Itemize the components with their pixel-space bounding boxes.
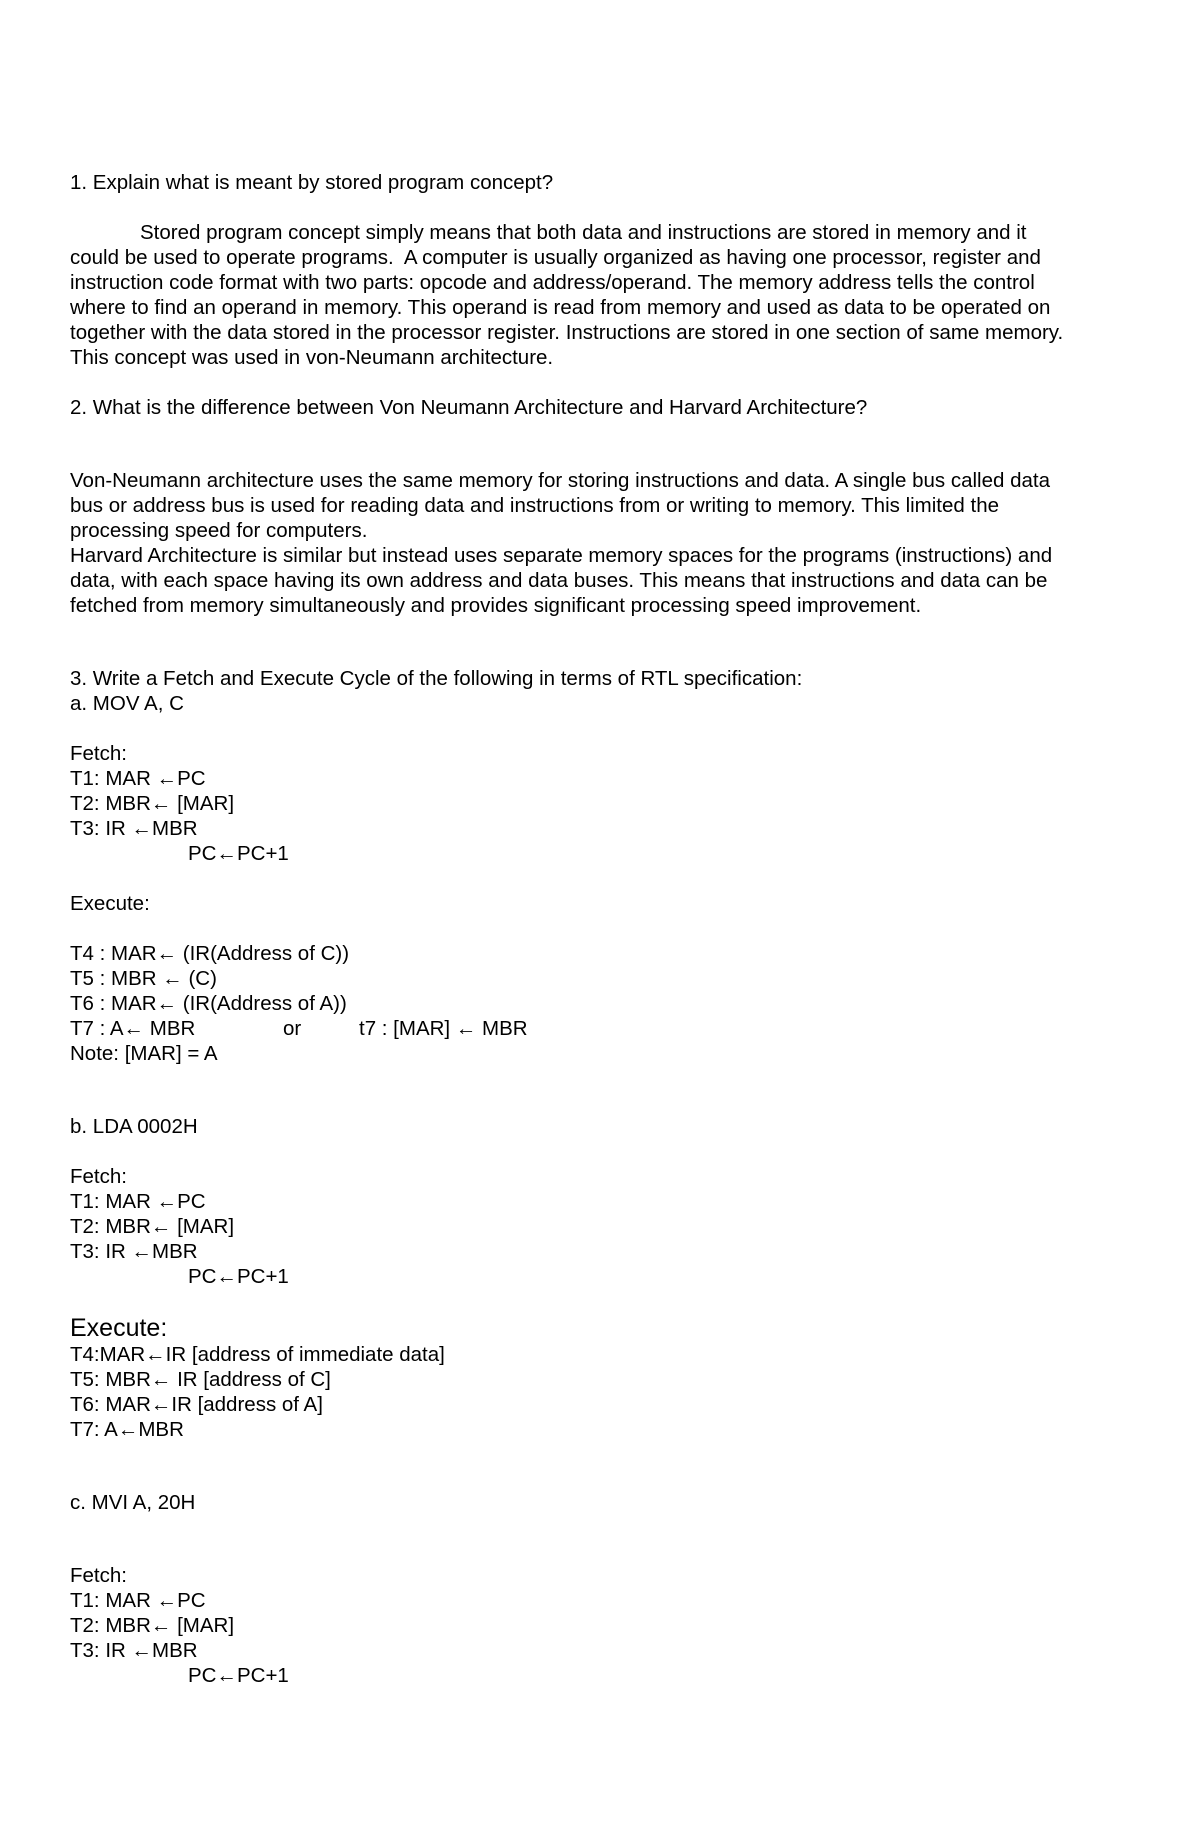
document-body: [70, 170, 1140, 1688]
q2-answer-line: Harvard Architecture is similar but instead uses separate memory spaces for the programs (instructions) and: [70, 544, 1053, 567]
q3a-title: a. MOV A, C: [70, 692, 184, 715]
q2-answer-line: Von-Neumann architecture uses the same memory for storing instructions and data. A single bus called data: [70, 469, 1050, 492]
q2-answer-line: data, with each space having its own address and data buses. This means that instructions and data can be: [70, 569, 1048, 592]
q2-answer-line: bus or address bus is used for reading data and instructions from or writing to memory. This limited the: [70, 494, 999, 517]
q1-answer: [70, 220, 1140, 370]
q1-answer-line: could be used to operate programs. A computer is usually organized as having one processor, register and: [70, 246, 1041, 269]
q3b-execute-step: T4:MAR←IR [address of immediate data]: [70, 1343, 445, 1366]
q1-answer-line: Stored program concept simply means that both data and instructions are stored in memory and it: [140, 221, 1027, 244]
q3a-fetch-step: T3: IR ←MBR: [70, 817, 198, 840]
q3a-t7-or: or: [283, 1017, 302, 1040]
q3c-fetch-step: PC←PC+1: [188, 1664, 289, 1687]
q3c-fetch-step: T1: MAR ←PC: [70, 1589, 206, 1612]
q1-answer-line: where to find an operand in memory. This operand is read from memory and used as data to be operated on: [70, 296, 1051, 319]
q3c-fetch-step: T2: MBR← [MAR]: [70, 1614, 235, 1637]
q3a-t7-left: T7 : A← MBR: [70, 1017, 196, 1040]
q2-answer: [70, 468, 1140, 618]
q3b-fetch-step: PC←PC+1: [188, 1265, 289, 1288]
q3c-fetch-label: Fetch:: [70, 1564, 127, 1587]
q3b-fetch-step: T1: MAR ←PC: [70, 1190, 206, 1213]
q3a-fetch-label: Fetch:: [70, 742, 127, 765]
q1-answer-line: This concept was used in von-Neumann architecture.: [70, 346, 554, 369]
q3a-fetch-step: PC←PC+1: [188, 842, 289, 865]
q3b-fetch-step: T2: MBR← [MAR]: [70, 1215, 235, 1238]
q3b-execute-step: T5: MBR← IR [address of C]: [70, 1368, 331, 1391]
q3b-execute-step: T6: MAR←IR [address of A]: [70, 1393, 323, 1416]
q1-answer-line: instruction code format with two parts: opcode and address/operand. The memory address tells the control: [70, 271, 1035, 294]
q2-question: 2. What is the difference between Von Neumann Architecture and Harvard Architecture?: [70, 396, 868, 419]
q2-answer-line: processing speed for computers.: [70, 519, 368, 542]
q3a-execute-step: T6 : MAR← (IR(Address of A)): [70, 992, 347, 1015]
q3a-t7-right: t7 : [MAR] ← MBR: [359, 1017, 528, 1040]
q3c-fetch-step: T3: IR ←MBR: [70, 1639, 198, 1662]
q2-answer-line: fetched from memory simultaneously and provides significant processing speed improvement.: [70, 594, 922, 617]
q3b-execute-label: Execute:: [70, 1314, 168, 1342]
q3b-fetch-step: T3: IR ←MBR: [70, 1240, 198, 1263]
q3a-execute-step: T5 : MBR ← (C): [70, 967, 217, 990]
q3a-fetch-step: T2: MBR← [MAR]: [70, 792, 235, 815]
q3b-fetch-label: Fetch:: [70, 1165, 127, 1188]
q3b-execute-step: T7: A←MBR: [70, 1418, 184, 1441]
q1-question: 1. Explain what is meant by stored program concept?: [70, 171, 554, 194]
q3a-execute-label: Execute:: [70, 892, 150, 915]
q1-answer-line: together with the data stored in the processor register. Instructions are stored in one section of same memory.: [70, 321, 1064, 344]
q3-question: 3. Write a Fetch and Execute Cycle of the following in terms of RTL specification:: [70, 667, 803, 690]
q3a-execute-step: T4 : MAR← (IR(Address of C)): [70, 942, 350, 965]
q3a-note: Note: [MAR] = A: [70, 1042, 218, 1065]
q3b-title: b. LDA 0002H: [70, 1115, 198, 1138]
q3a-t7-line: [70, 1016, 1140, 1041]
q3c-title: c. MVI A, 20H: [70, 1491, 196, 1514]
q3a-fetch-step: T1: MAR ←PC: [70, 767, 206, 790]
